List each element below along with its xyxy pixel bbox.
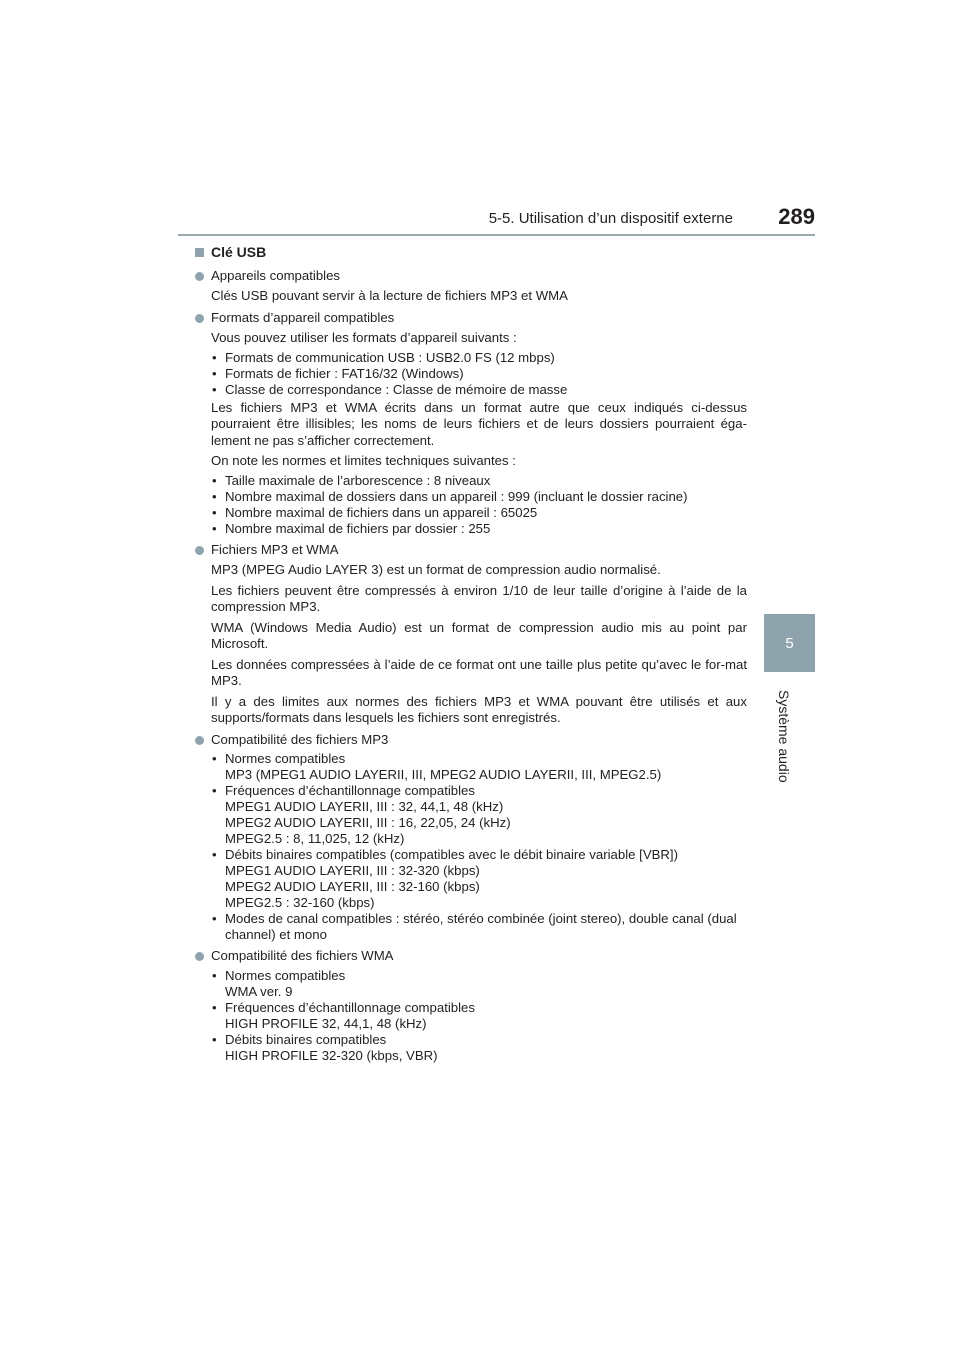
list-item: • Formats de fichier : FAT16/32 (Windows) xyxy=(211,366,747,382)
list-label: • Débits binaires compatibles (compatibles avec le débit binaire variable [VBR]) xyxy=(225,847,678,862)
list-item: • Formats de communication USB : USB2.0 FS (12 mbps) xyxy=(211,350,747,366)
wma-list xyxy=(211,968,747,1064)
list-item: • Classe de correspondance : Classe de mémoire de masse xyxy=(211,382,747,398)
list-item xyxy=(211,1000,747,1032)
list-label: • Débits binaires compatibles xyxy=(225,1031,387,1047)
item-heading: Compatibilité des fichiers WMA xyxy=(211,948,747,965)
item-mp3 xyxy=(195,732,747,944)
list-label: • Modes de canal compatibles : stéréo, stéréo combinée (joint stereo), double canal (dual channel) et mono xyxy=(225,911,737,942)
list-label: • Fréquences d’échantillonnage compatibles xyxy=(225,999,475,1015)
paragraph: MP3 (MPEG Audio LAYER 3) est un format de compression audio normalisé. xyxy=(211,562,661,577)
list-label: • Fréquences d’échantillonnage compatibles xyxy=(225,783,475,798)
list-value: WMA ver. 9 xyxy=(225,983,293,999)
item-formats xyxy=(195,310,747,537)
limits-list xyxy=(211,473,747,537)
list-item xyxy=(211,1032,747,1064)
list-item: • Nombre maximal de fichiers dans un appareil : 65025 xyxy=(211,505,747,521)
item-wma xyxy=(195,948,747,1064)
paragraph: WMA (Windows Media Audio) est un format de compression audio mis au point par Microsoft. xyxy=(211,619,747,651)
section-heading: Clé USB xyxy=(195,244,747,261)
item-heading: Formats d’appareil compatibles xyxy=(211,310,747,327)
item-files xyxy=(195,542,747,727)
section-title: 5-5. Utilisation d’un dispositif externe xyxy=(488,210,733,227)
list-value: MPEG2.5 : 32-160 (kbps) xyxy=(225,895,375,910)
mp3-list xyxy=(211,751,747,943)
page-number: 289 xyxy=(778,204,815,229)
list-label: • Normes compatibles xyxy=(225,751,346,766)
list-item xyxy=(211,783,747,847)
paragraph: Clés USB pouvant servir à la lecture de fichiers MP3 et WMA xyxy=(211,288,568,303)
list-value: MPEG1 AUDIO LAYERII, III : 32, 44,1, 48 (kHz) xyxy=(225,799,504,814)
chapter-tab: 5 xyxy=(764,614,815,672)
item-heading: Appareils compatibles xyxy=(211,268,747,285)
page-header xyxy=(178,206,815,236)
list-item: • Nombre maximal de fichiers par dossier : 255 xyxy=(211,521,747,537)
list-label: • Normes compatibles xyxy=(225,967,346,983)
paragraph: Il y a des limites aux normes des fichiers MP3 et WMA pouvant être utilisés et aux supports/formats dans lesquels les fichiers sont enregistrés. xyxy=(211,693,747,725)
format-list xyxy=(211,350,747,398)
list-value: HIGH PROFILE 32, 44,1, 48 (kHz) xyxy=(225,1015,427,1031)
paragraph: On note les normes et limites techniques suivantes : xyxy=(211,453,516,468)
list-item xyxy=(211,751,747,783)
list-value: HIGH PROFILE 32-320 (kbps, VBR) xyxy=(225,1047,438,1063)
item-heading: Compatibilité des fichiers MP3 xyxy=(211,732,747,749)
chapter-label: Système audio xyxy=(776,690,792,783)
list-value: MPEG2 AUDIO LAYERII, III : 32-160 (kbps) xyxy=(225,879,480,894)
list-item xyxy=(211,968,747,1000)
list-value: MPEG1 AUDIO LAYERII, III : 32-320 (kbps) xyxy=(225,863,480,878)
list-item xyxy=(211,911,747,943)
item-devices xyxy=(195,268,747,305)
item-heading: Fichiers MP3 et WMA xyxy=(211,542,747,559)
paragraph: Les fichiers MP3 et WMA écrits dans un format autre que ceux indiqués ci-dessus pourraient être illisibles; les noms de leurs fichiers et de leurs dossiers pourraient éga-lement ne pas s’afficher correctement. xyxy=(211,399,747,448)
list-item: • Nombre maximal de dossiers dans un appareil : 999 (incluant le dossier racine) xyxy=(211,489,747,505)
list-value: MPEG2 AUDIO LAYERII, III : 16, 22,05, 24 (kHz) xyxy=(225,815,511,830)
list-item xyxy=(211,847,747,911)
paragraph: Les fichiers peuvent être compressés à environ 1/10 de leur taille d’origine à l’aide de la compression MP3. xyxy=(211,582,747,614)
list-value: MP3 (MPEG1 AUDIO LAYERII, III, MPEG2 AUDIO LAYERII, III, MPEG2.5) xyxy=(225,767,662,782)
paragraph: Les données compressées à l’aide de ce format ont une taille plus petite qu’avec le for-mat MP3. xyxy=(211,656,747,688)
list-item: • Taille maximale de l’arborescence : 8 niveaux xyxy=(211,473,747,489)
page-content xyxy=(195,244,747,1069)
paragraph: Vous pouvez utiliser les formats d’appareil suivants : xyxy=(211,330,517,345)
list-value: MPEG2.5 : 8, 11,025, 12 (kHz) xyxy=(225,831,405,846)
